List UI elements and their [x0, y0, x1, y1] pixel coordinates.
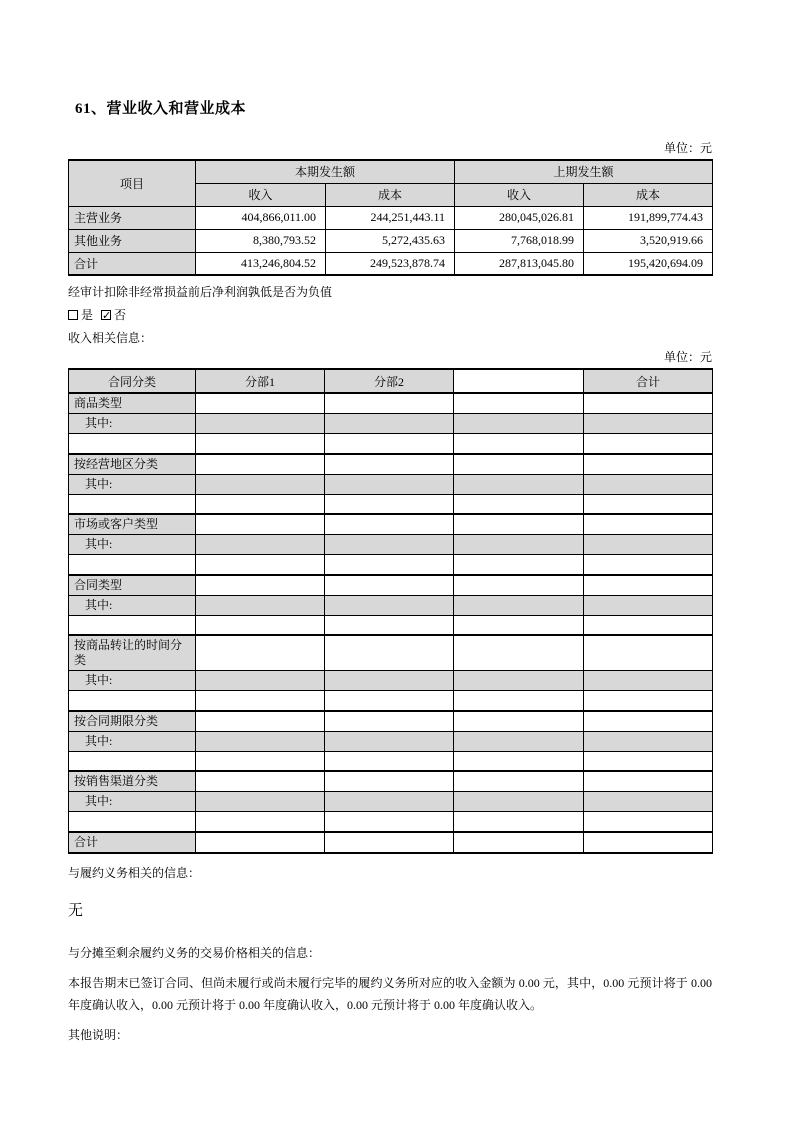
empty-cell [454, 414, 584, 434]
value-cell: 249,523,878.74 [326, 252, 455, 275]
empty-cell [196, 751, 325, 771]
empty-cell [325, 535, 454, 555]
row-label-cell: 主营业务 [69, 206, 196, 229]
empty-cell [584, 635, 713, 671]
empty-cell [454, 731, 584, 751]
section-title: 61、营业收入和营业成本 [75, 101, 247, 117]
row-label-cell: 市场或客户类型 [69, 514, 196, 535]
empty-cell [196, 514, 325, 535]
empty-cell [584, 494, 713, 514]
value-cell: 413,246,804.52 [196, 252, 326, 275]
empty-cell [454, 615, 584, 635]
empty-cell [325, 494, 454, 514]
table-row [69, 771, 713, 792]
empty-cell [584, 414, 713, 434]
row-label-cell: 其中: [69, 535, 196, 555]
empty-cell [584, 393, 713, 414]
empty-cell [196, 595, 325, 615]
table-total-row [69, 832, 713, 853]
empty-cell [454, 635, 584, 671]
empty-cell [584, 595, 713, 615]
empty-cell [325, 711, 454, 732]
table-row [69, 555, 713, 575]
empty-cell [584, 474, 713, 494]
row-label-cell: 按合同期限分类 [69, 711, 196, 732]
col-header-current-revenue: 收入 [196, 183, 326, 206]
empty-cell [454, 832, 584, 853]
empty-cell [584, 731, 713, 751]
yes-label: 是 [81, 308, 94, 322]
empty-cell [454, 691, 584, 711]
row-label-cell: 按销售渠道分类 [69, 771, 196, 792]
col-header-current-period: 本期发生额 [196, 160, 455, 183]
table-row [69, 751, 713, 771]
empty-cell [196, 474, 325, 494]
empty-cell [196, 771, 325, 792]
table-row [69, 711, 713, 732]
row-label-cell: 按经营地区分类 [69, 454, 196, 475]
empty-cell [454, 434, 584, 454]
table-row [69, 494, 713, 514]
empty-cell [196, 414, 325, 434]
col-header-segment-1: 分部1 [196, 369, 325, 393]
remaining-obligation-label: 与分摊至剩余履约义务的交易价格相关的信息： [68, 945, 321, 960]
empty-cell [196, 575, 325, 596]
empty-cell [584, 832, 713, 853]
table-row [69, 635, 713, 671]
empty-cell [196, 393, 325, 414]
table-row [69, 434, 713, 454]
checked-checkbox-icon [101, 310, 111, 320]
table-header-row [69, 160, 713, 183]
empty-cell [454, 711, 584, 732]
remaining-obligation-paragraph: 本报告期末已签订合同、但尚未履行或尚未履行完毕的履约义务所对应的收入金额为 0.00 元，其中，0.00 元预计将于 0.00 年度确认收入，0.00 元预计将于 0.00 年度确认收入，0.00 元预计将于 0.00 年度确认收入。 [68, 975, 712, 1012]
empty-cell [454, 595, 584, 615]
table-header-row [69, 369, 713, 393]
empty-cell [325, 771, 454, 792]
row-label-cell: 合同类型 [69, 575, 196, 596]
empty-cell [325, 671, 454, 691]
empty-cell [454, 771, 584, 792]
empty-cell [196, 731, 325, 751]
empty-cell [196, 615, 325, 635]
empty-cell [325, 731, 454, 751]
table-row [69, 731, 713, 751]
empty-cell [196, 535, 325, 555]
table-row [69, 615, 713, 635]
empty-cell [584, 792, 713, 812]
empty-cell [69, 555, 196, 575]
empty-cell [196, 434, 325, 454]
table-row [69, 691, 713, 711]
empty-cell [584, 535, 713, 555]
table-row [69, 575, 713, 596]
empty-cell [196, 454, 325, 475]
empty-cell [584, 711, 713, 732]
empty-cell [325, 474, 454, 494]
empty-cell [584, 514, 713, 535]
value-cell: 195,420,694.09 [584, 252, 713, 275]
value-cell: 3,520,919.66 [584, 229, 713, 252]
empty-cell [454, 671, 584, 691]
empty-cell [69, 691, 196, 711]
empty-cell [196, 812, 325, 832]
empty-cell [584, 575, 713, 596]
col-header-prior-revenue: 收入 [455, 183, 584, 206]
row-label-cell: 按商品转让的时间分类 [69, 635, 196, 671]
col-header-total: 合计 [584, 369, 713, 393]
value-cell: 191,899,774.43 [584, 206, 713, 229]
empty-cell [69, 434, 196, 454]
col-header-current-cost: 成本 [326, 183, 455, 206]
empty-cell [325, 615, 454, 635]
empty-cell [325, 514, 454, 535]
empty-cell [325, 812, 454, 832]
empty-cell [454, 751, 584, 771]
row-label-cell: 合计 [69, 832, 196, 853]
value-cell: 8,380,793.52 [196, 229, 326, 252]
value-cell: 404,866,011.00 [196, 206, 326, 229]
audit-answer-row [68, 308, 712, 323]
empty-cell [325, 595, 454, 615]
empty-cell [196, 832, 325, 853]
empty-cell [196, 555, 325, 575]
empty-cell [325, 635, 454, 671]
empty-cell [196, 494, 325, 514]
row-label-cell: 合计 [69, 252, 196, 275]
empty-cell [196, 671, 325, 691]
empty-cell [325, 393, 454, 414]
table-row [69, 474, 713, 494]
performance-obligation-label: 与履约义务相关的信息： [68, 865, 201, 880]
row-label-cell: 商品类型 [69, 393, 196, 414]
empty-cell [454, 575, 584, 596]
table-row [69, 206, 713, 229]
empty-cell [584, 615, 713, 635]
unchecked-checkbox-icon [68, 310, 78, 320]
empty-cell [584, 691, 713, 711]
table-row [69, 393, 713, 414]
col-header-prior-cost: 成本 [584, 183, 713, 206]
option-yes [68, 308, 93, 322]
empty-cell [325, 434, 454, 454]
empty-cell [196, 691, 325, 711]
empty-cell [325, 575, 454, 596]
col-header-item: 项目 [69, 160, 196, 206]
empty-cell [325, 414, 454, 434]
empty-cell [325, 555, 454, 575]
empty-cell [69, 812, 196, 832]
empty-cell [584, 812, 713, 832]
row-label-cell: 其他业务 [69, 229, 196, 252]
row-label-cell: 其中: [69, 414, 196, 434]
table-row [69, 514, 713, 535]
table-total-row [69, 252, 713, 275]
contract-classification-table [68, 368, 713, 854]
empty-cell [454, 393, 584, 414]
value-cell: 5,272,435.63 [326, 229, 455, 252]
empty-cell [454, 555, 584, 575]
col-header-prior-period: 上期发生额 [455, 160, 713, 183]
empty-cell [325, 792, 454, 812]
empty-cell [69, 615, 196, 635]
empty-cell [454, 514, 584, 535]
col-header-contract-class: 合同分类 [69, 369, 196, 393]
value-cell: 287,813,045.80 [455, 252, 584, 275]
empty-cell [584, 751, 713, 771]
empty-cell [454, 494, 584, 514]
audit-question: 经审计扣除非经常损益前后净利润孰低是否为负值 [68, 285, 333, 299]
table-row [69, 792, 713, 812]
table-row [69, 595, 713, 615]
empty-cell [69, 751, 196, 771]
other-notes-label: 其他说明： [68, 1027, 129, 1042]
row-label-cell: 其中: [69, 731, 196, 751]
value-cell: 7,768,018.99 [455, 229, 584, 252]
empty-cell [454, 792, 584, 812]
table-row [69, 414, 713, 434]
empty-cell [584, 671, 713, 691]
income-cost-table [68, 159, 713, 276]
row-label-cell: 其中: [69, 595, 196, 615]
empty-cell [69, 494, 196, 514]
option-no [101, 308, 126, 322]
empty-cell [325, 454, 454, 475]
empty-cell [584, 454, 713, 475]
revenue-info-label: 收入相关信息： [68, 331, 153, 345]
row-label-cell: 其中: [69, 792, 196, 812]
table-row [69, 229, 713, 252]
col-header-blank [454, 369, 584, 393]
empty-cell [454, 454, 584, 475]
empty-cell [584, 771, 713, 792]
performance-obligation-value: 无 [68, 902, 84, 919]
empty-cell [325, 832, 454, 853]
empty-cell [584, 434, 713, 454]
col-header-segment-2: 分部2 [325, 369, 454, 393]
value-cell: 244,251,443.11 [326, 206, 455, 229]
empty-cell [454, 812, 584, 832]
table-row [69, 454, 713, 475]
empty-cell [325, 751, 454, 771]
empty-cell [196, 711, 325, 732]
empty-cell [584, 555, 713, 575]
table-row [69, 812, 713, 832]
empty-cell [196, 635, 325, 671]
empty-cell [454, 535, 584, 555]
unit-label: 单位：元 [663, 141, 712, 155]
table-row [69, 535, 713, 555]
empty-cell [454, 474, 584, 494]
no-label: 否 [114, 308, 127, 322]
unit-label: 单位：元 [663, 350, 712, 364]
empty-cell [325, 691, 454, 711]
table-row [69, 671, 713, 691]
row-label-cell: 其中: [69, 671, 196, 691]
empty-cell [196, 792, 325, 812]
value-cell: 280,045,026.81 [455, 206, 584, 229]
row-label-cell: 其中: [69, 474, 196, 494]
